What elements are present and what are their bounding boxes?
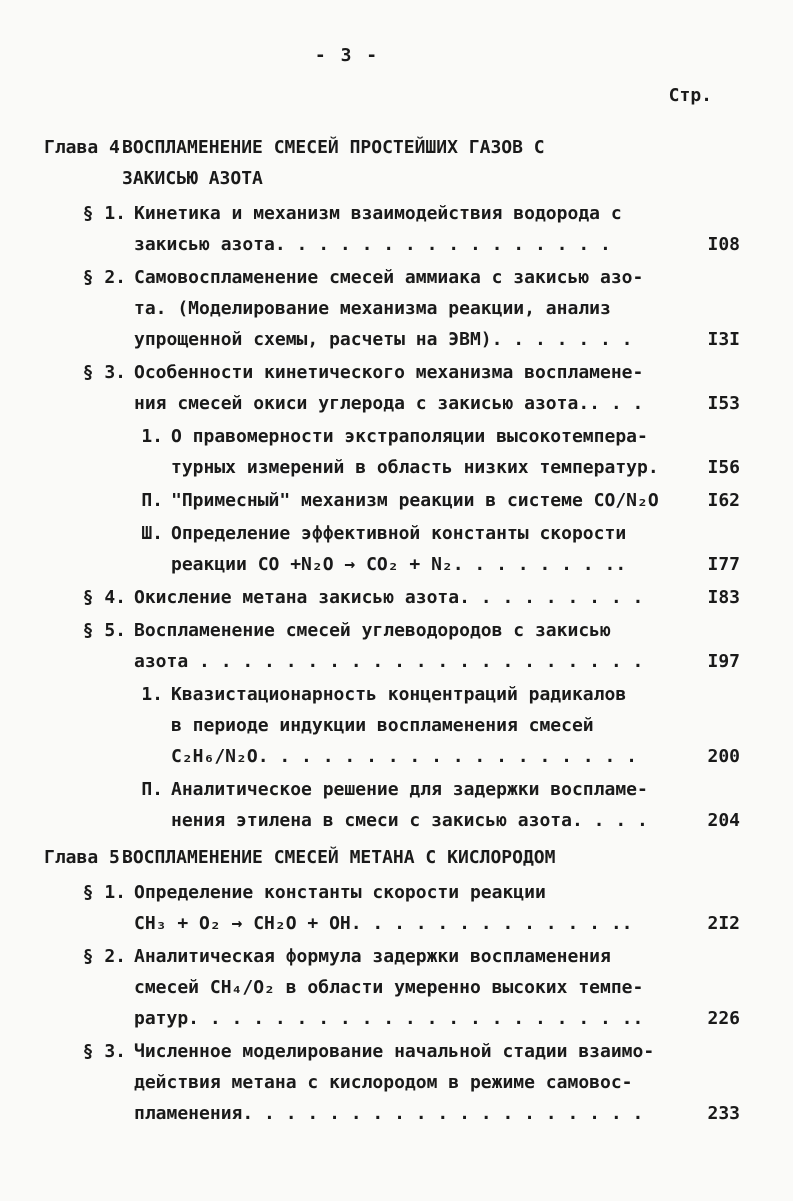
- entry-line: Определение эффективной константы скорости: [171, 523, 627, 544]
- toc-entry: [44, 582, 740, 613]
- entry-page-number: 200: [707, 746, 740, 767]
- toc-entry: [44, 421, 740, 483]
- entry-line: нения этилена в смеси с закисью азота. . . .: [171, 810, 648, 831]
- entry-text: [122, 132, 680, 194]
- toc-entry: [44, 1036, 740, 1129]
- entry-page-number: I53: [707, 393, 740, 414]
- entry-line: Аналитическое решение для задержки воспламе-: [171, 779, 648, 800]
- entry-text: [134, 615, 680, 677]
- toc-entry: [44, 518, 740, 580]
- entry-line: закисью азота. . . . . . . . . . . . . . . .: [134, 234, 611, 255]
- toc-entry: [44, 262, 740, 355]
- entry-text: [134, 262, 680, 355]
- entry-text: [134, 198, 680, 260]
- entry-line: Аналитическая формула задержки воспламенения: [134, 946, 611, 967]
- entry-line: ЗАКИСЬЮ АЗОТА: [122, 168, 263, 189]
- toc-entry: [44, 679, 740, 772]
- entry-label: § 2.: [82, 267, 126, 288]
- entry-label: § 2.: [82, 946, 126, 967]
- entry-page-number: I83: [707, 587, 740, 608]
- entry-line: "Примесный" механизм реакции в системе CO/N₂O: [171, 490, 659, 511]
- entry-label: § 3.: [82, 362, 126, 383]
- entry-text: [122, 842, 680, 873]
- entry-line: смесей CH₄/O₂ в области умеренно высоких темпе-: [134, 977, 644, 998]
- toc-entry: [44, 774, 740, 836]
- entry-text: [171, 485, 680, 516]
- entry-label: § 4.: [82, 587, 126, 608]
- page-column-header: Стр.: [668, 85, 712, 106]
- entry-line: упрощенной схемы, расчеты на ЭВМ). . . . . . .: [134, 329, 633, 350]
- entry-line: действия метана с кислородом в режиме самовос-: [134, 1072, 633, 1093]
- entry-text: [134, 357, 680, 419]
- entry-label: Ш.: [141, 523, 163, 544]
- entry-line: ВОСПЛАМЕНЕНИЕ СМЕСЕЙ МЕТАНА С КИСЛОРОДОМ: [122, 847, 556, 868]
- entry-line: Численное моделирование начальной стадии взаимо-: [134, 1041, 655, 1062]
- entry-line: ратур. . . . . . . . . . . . . . . . . . . . ..: [134, 1008, 644, 1029]
- entry-page-number: I62: [707, 490, 740, 511]
- entry-text: [171, 518, 680, 580]
- entry-text: [134, 941, 680, 1034]
- entry-line: азота . . . . . . . . . . . . . . . . . . . . .: [134, 651, 644, 672]
- entry-text: [171, 421, 680, 483]
- entry-text: [171, 774, 680, 836]
- entry-text: [134, 877, 680, 939]
- entry-line: Квазистационарность концентраций радикалов: [171, 684, 627, 705]
- entry-page-number: 233: [707, 1103, 740, 1124]
- toc-entry: [44, 615, 740, 677]
- toc-entry: [44, 132, 740, 194]
- entry-line: та. (Моделирование механизма реакции, анализ: [134, 298, 611, 319]
- entry-label: П.: [141, 490, 163, 511]
- entry-text: [171, 679, 680, 772]
- entry-page-number: I77: [707, 554, 740, 575]
- entry-label: § 3.: [82, 1041, 126, 1062]
- entry-line: CH₃ + O₂ → CH₂O + OH. . . . . . . . . . . . ..: [134, 913, 633, 934]
- entry-label: Глава 5.: [44, 847, 131, 868]
- entry-line: Особенности кинетического механизма воспламене-: [134, 362, 644, 383]
- entry-page-number: 226: [707, 1008, 740, 1029]
- entry-label: § 1.: [82, 203, 126, 224]
- entry-text: [134, 582, 680, 613]
- entry-line: в периоде индукции воспламенения смесей: [171, 715, 594, 736]
- entry-line: Воспламенение смесей углеводородов с закисью: [134, 620, 611, 641]
- entry-page-number: I56: [707, 457, 740, 478]
- toc-entry: [44, 485, 740, 516]
- entry-line: реакции CO +N₂O → CO₂ + N₂. . . . . . . ..: [171, 554, 627, 575]
- entry-line: О правомерности экстраполяции высокотемпера-: [171, 426, 648, 447]
- entry-label: § 1.: [82, 882, 126, 903]
- entry-label: 1.: [141, 684, 163, 705]
- entry-line: ния смесей окиси углерода с закисью азота.. . .: [134, 393, 644, 414]
- entry-label: Глава 4.: [44, 137, 131, 158]
- entry-page-number: I08: [707, 234, 740, 255]
- entry-text: [134, 1036, 680, 1129]
- entry-label: § 5.: [82, 620, 126, 641]
- entry-line: Кинетика и механизм взаимодействия водорода с: [134, 203, 622, 224]
- entry-line: C₂H₆/N₂O. . . . . . . . . . . . . . . . . .: [171, 746, 637, 767]
- entry-line: ВОСПЛАМЕНЕНИЕ СМЕСЕЙ ПРОСТЕЙШИХ ГАЗОВ С: [122, 137, 545, 158]
- entry-line: Определение константы скорости реакции: [134, 882, 546, 903]
- entry-page-number: 204: [707, 810, 740, 831]
- entry-line: Окисление метана закисью азота. . . . . . . . .: [134, 587, 644, 608]
- entry-page-number: I3I: [707, 329, 740, 350]
- entry-page-number: 2I2: [707, 913, 740, 934]
- toc-entry: [44, 357, 740, 419]
- entry-page-number: I97: [707, 651, 740, 672]
- entry-label: П.: [141, 779, 163, 800]
- entry-line: Самовоспламенение смесей аммиака с закисью азо-: [134, 267, 644, 288]
- entry-line: пламенения. . . . . . . . . . . . . . . . . . .: [134, 1103, 644, 1124]
- toc-entry: [44, 941, 740, 1034]
- toc-entry: [44, 842, 740, 873]
- toc-list: [0, 126, 740, 1131]
- entry-line: турных измерений в область низких температур.: [171, 457, 659, 478]
- entry-label: 1.: [141, 426, 163, 447]
- page-number: - 3 -: [314, 45, 380, 66]
- toc-entry: [44, 198, 740, 260]
- toc-entry: [44, 877, 740, 939]
